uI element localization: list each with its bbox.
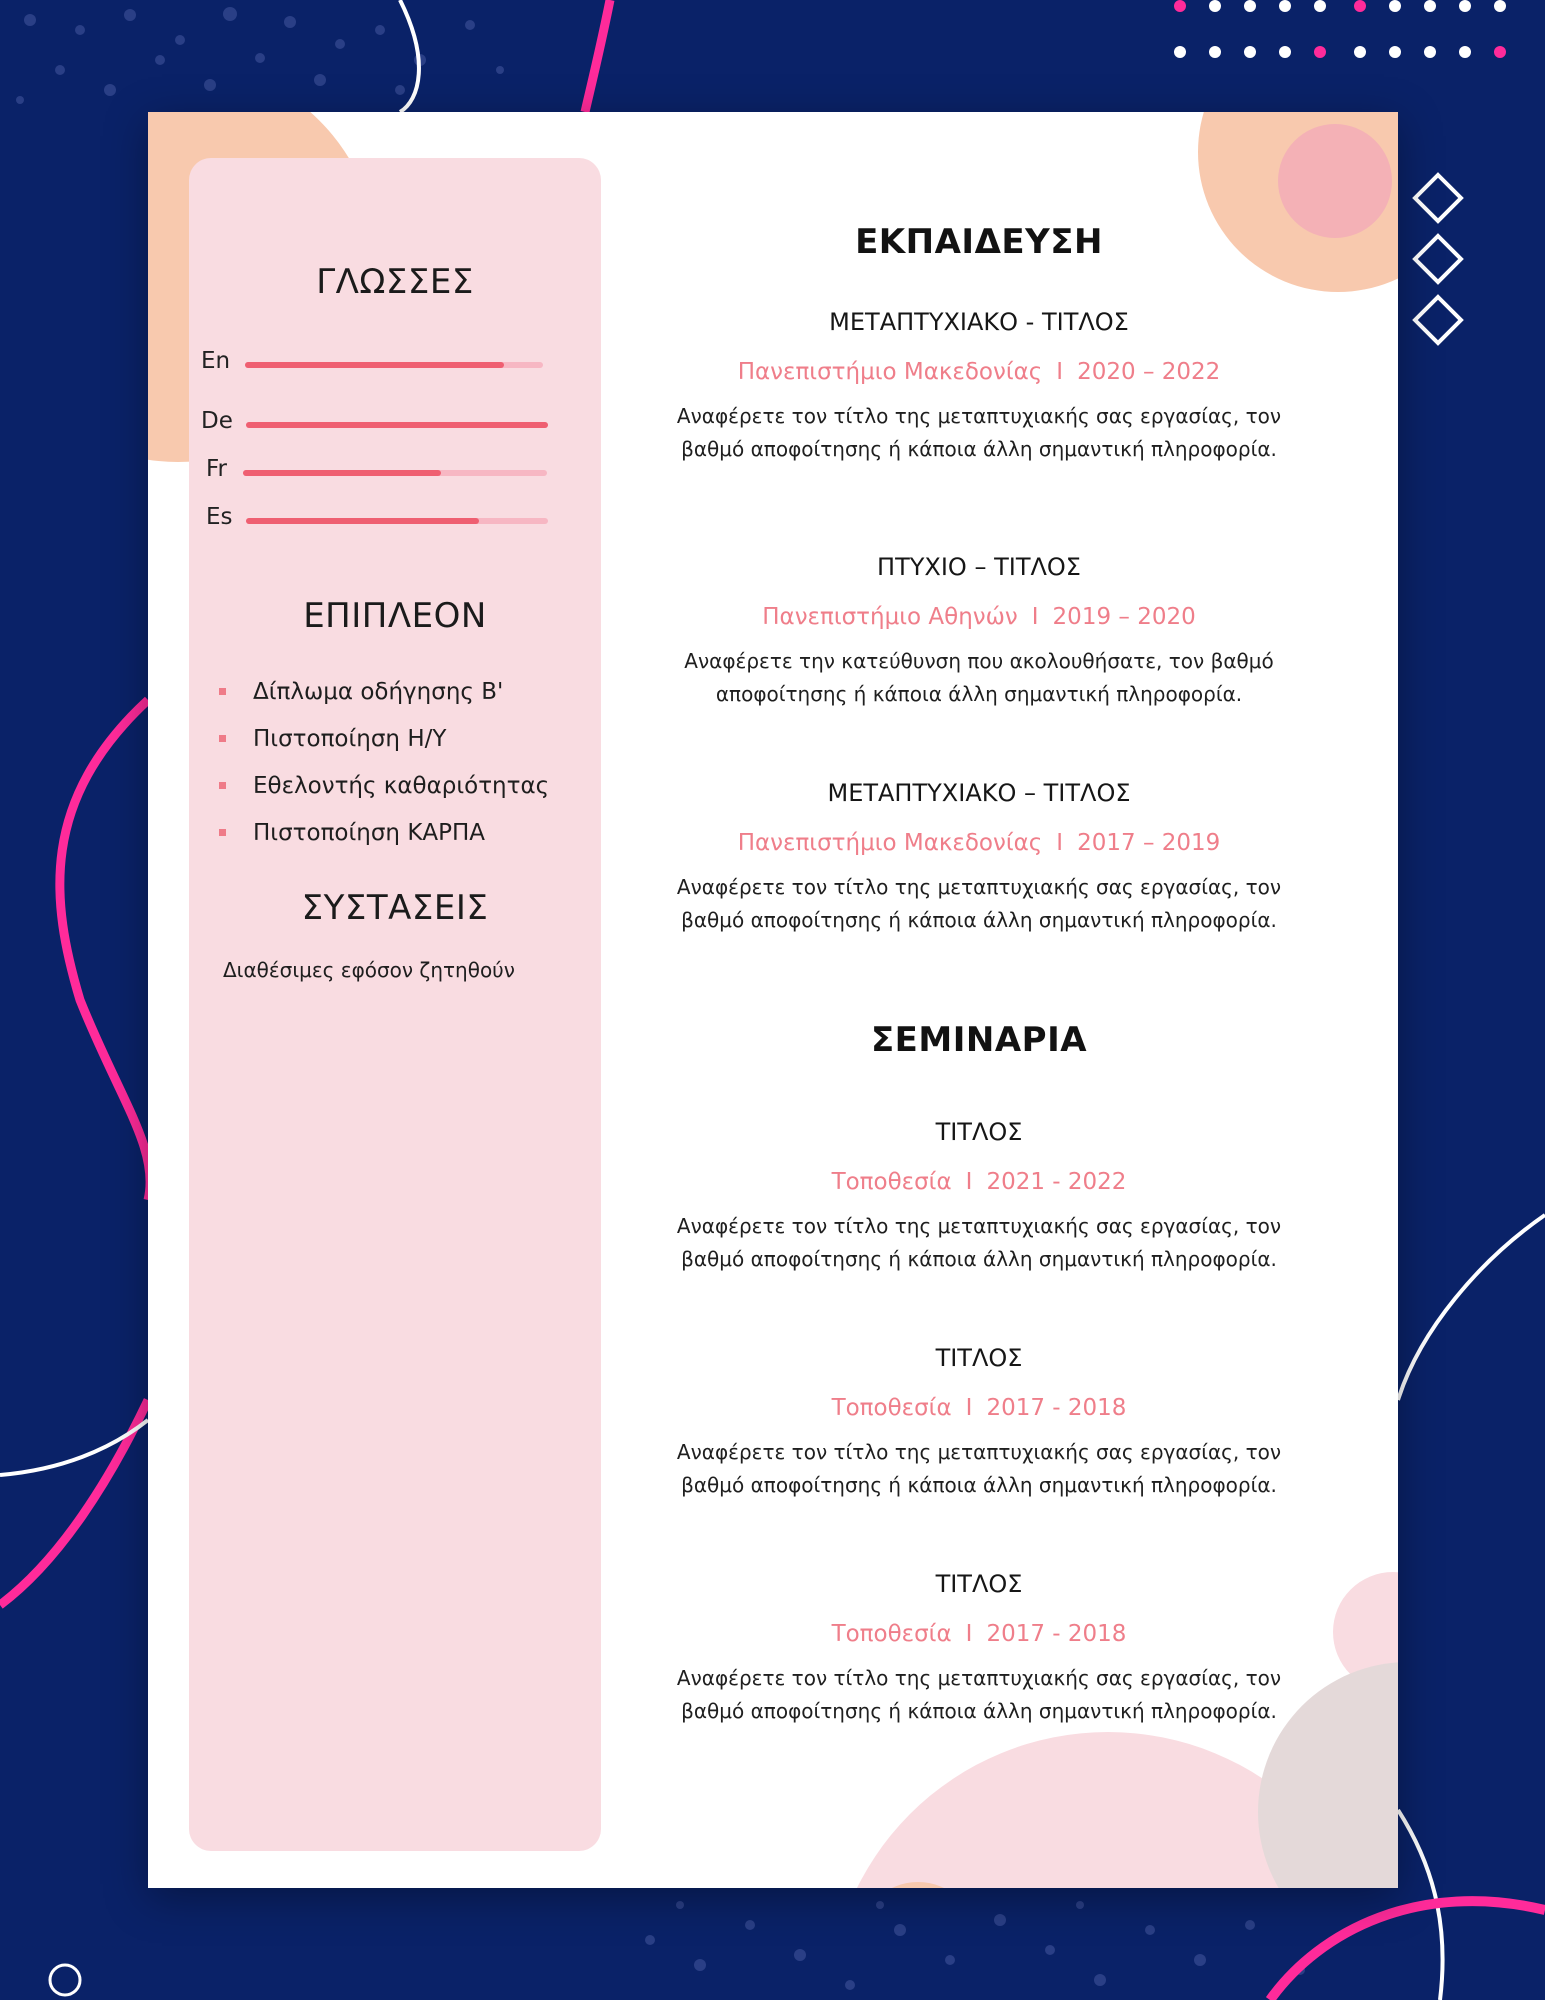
white-curve-right xyxy=(1398,1215,1545,1400)
entry-institution: Τοποθεσία xyxy=(831,1395,952,1421)
bullet-icon xyxy=(219,688,226,695)
language-level-fill xyxy=(245,362,504,368)
bullet-icon xyxy=(219,782,226,789)
entry-years: 2017 - 2018 xyxy=(986,1395,1127,1421)
background-dots-top-left xyxy=(16,7,504,104)
entry-meta xyxy=(633,1166,1325,1198)
diamond-icons xyxy=(1415,175,1461,343)
entry-meta xyxy=(633,601,1325,633)
list-item xyxy=(217,819,597,866)
language-level-bar xyxy=(246,518,548,524)
education-entry xyxy=(633,306,1325,466)
language-level-fill xyxy=(246,518,479,524)
seminars-heading: ΣΕΜΙΝΑΡΙΑ xyxy=(870,1020,1088,1060)
ring-icon xyxy=(50,1965,80,1995)
pink-curve-top xyxy=(585,0,610,112)
entry-title: ΜΕΤΑΠΤΥΧΙΑΚΟ - ΤΙΤΛΟΣ xyxy=(829,308,1129,336)
entry-institution: Τοποθεσία xyxy=(831,1169,952,1195)
entry-description: Αναφέρετε τον τίτλο της μεταπτυχιακής σας εργασίας, τον βαθμό αποφοίτησης ή κάποια άλλη σημαντική πληροφορία. xyxy=(676,875,1282,932)
entry-title: ΤΙΤΛΟΣ xyxy=(935,1118,1023,1146)
entry-meta xyxy=(633,1392,1325,1424)
references-heading: ΣΥΣΤΑΣΕΙΣ xyxy=(301,888,489,928)
meta-separator: I xyxy=(1056,830,1064,856)
sidebar xyxy=(189,158,601,1851)
entry-institution: Πανεπιστήμιο Αθηνών xyxy=(762,604,1018,630)
pink-curve-left xyxy=(60,700,150,1200)
list-item-text: Δίπλωμα οδήγησης Β' xyxy=(253,679,504,705)
resume-page xyxy=(148,112,1398,1888)
language-code: Fr xyxy=(206,456,228,482)
education-heading: ΕΚΠΑΙΔΕΥΣΗ xyxy=(855,222,1103,262)
language-row-es xyxy=(189,504,601,544)
entry-years: 2017 – 2019 xyxy=(1077,830,1221,856)
entry-title: ΠΤΥΧΙΟ – ΤΙΤΛΟΣ xyxy=(877,553,1081,581)
language-code: Es xyxy=(206,504,233,530)
list-item xyxy=(217,678,597,725)
meta-separator: I xyxy=(965,1395,973,1421)
language-code: De xyxy=(201,408,233,434)
language-level-bar xyxy=(243,470,547,476)
entry-title: ΤΙΤΛΟΣ xyxy=(935,1570,1023,1598)
seminar-entry xyxy=(633,1342,1325,1502)
entry-years: 2017 - 2018 xyxy=(986,1621,1127,1647)
entry-institution: Πανεπιστήμιο Μακεδονίας xyxy=(737,359,1043,385)
language-row-fr xyxy=(189,456,601,496)
entry-description: Αναφέρετε τον τίτλο της μεταπτυχιακής σας εργασίας, τον βαθμό αποφοίτησης ή κάποια άλλη σημαντική πληροφορία. xyxy=(676,1440,1282,1497)
language-level-bar xyxy=(246,422,548,428)
education-entry xyxy=(633,777,1325,937)
entry-description: Αναφέρετε τον τίτλο της μεταπτυχιακής σας εργασίας, τον βαθμό αποφοίτησης ή κάποια άλλη σημαντική πληροφορία. xyxy=(676,1666,1282,1723)
language-row-de xyxy=(189,408,601,448)
extras-list xyxy=(217,678,597,866)
meta-separator: I xyxy=(965,1621,973,1647)
list-item xyxy=(217,772,597,819)
entry-title: ΜΕΤΑΠΤΥΧΙΑΚΟ – ΤΙΤΛΟΣ xyxy=(827,779,1131,807)
entry-meta xyxy=(633,827,1325,859)
language-level-fill xyxy=(243,470,441,476)
meta-separator: I xyxy=(1031,604,1039,630)
language-level-bar xyxy=(245,362,543,368)
language-code: En xyxy=(201,348,231,374)
language-level-fill xyxy=(246,422,548,428)
entry-title: ΤΙΤΛΟΣ xyxy=(935,1344,1023,1372)
meta-separator: I xyxy=(965,1169,973,1195)
bullet-icon xyxy=(219,735,226,742)
list-item xyxy=(217,725,597,772)
entry-years: 2019 – 2020 xyxy=(1052,604,1196,630)
list-item-text: Πιστοποίηση Η/Υ xyxy=(253,726,447,752)
seminar-entry xyxy=(633,1568,1325,1728)
entry-institution: Πανεπιστήμιο Μακεδονίας xyxy=(737,830,1043,856)
entry-years: 2020 – 2022 xyxy=(1077,359,1221,385)
pink-curve-left-bottom xyxy=(0,1400,148,1605)
language-row-en xyxy=(189,348,601,388)
entry-years: 2021 - 2022 xyxy=(986,1169,1127,1195)
languages-heading: ΓΛΩΣΣΕΣ xyxy=(316,262,474,302)
entry-description: Αναφέρετε τον τίτλο της μεταπτυχιακής σας εργασίας, τον βαθμό αποφοίτησης ή κάποια άλλη σημαντική πληροφορία. xyxy=(676,404,1282,461)
education-entry xyxy=(633,551,1325,711)
dot-grid-top-right xyxy=(1174,0,1506,58)
main-content xyxy=(633,112,1325,1888)
meta-separator: I xyxy=(1056,359,1064,385)
pink-curve-bottom-right xyxy=(1270,1901,1545,2000)
extras-heading: ΕΠΙΠΛΕΟΝ xyxy=(303,596,487,636)
background-dots-bottom xyxy=(645,1901,1305,1990)
list-item-text: Πιστοποίηση ΚΑΡΠΑ xyxy=(253,820,486,846)
bullet-icon xyxy=(219,829,226,836)
references-text: Διαθέσιμες εφόσον ζητηθούν xyxy=(223,958,515,982)
list-item-text: Εθελοντής καθαριότητας xyxy=(253,773,550,799)
seminar-entry xyxy=(633,1116,1325,1276)
entry-meta xyxy=(633,356,1325,388)
entry-description: Αναφέρετε την κατεύθυνση που ακολουθήσατε, τον βαθμό αποφοίτησης ή κάποια άλλη σημαντική πληροφορία. xyxy=(684,649,1274,706)
entry-meta xyxy=(633,1618,1325,1650)
entry-institution: Τοποθεσία xyxy=(831,1621,952,1647)
entry-description: Αναφέρετε τον τίτλο της μεταπτυχιακής σας εργασίας, τον βαθμό αποφοίτησης ή κάποια άλλη σημαντική πληροφορία. xyxy=(676,1214,1282,1271)
